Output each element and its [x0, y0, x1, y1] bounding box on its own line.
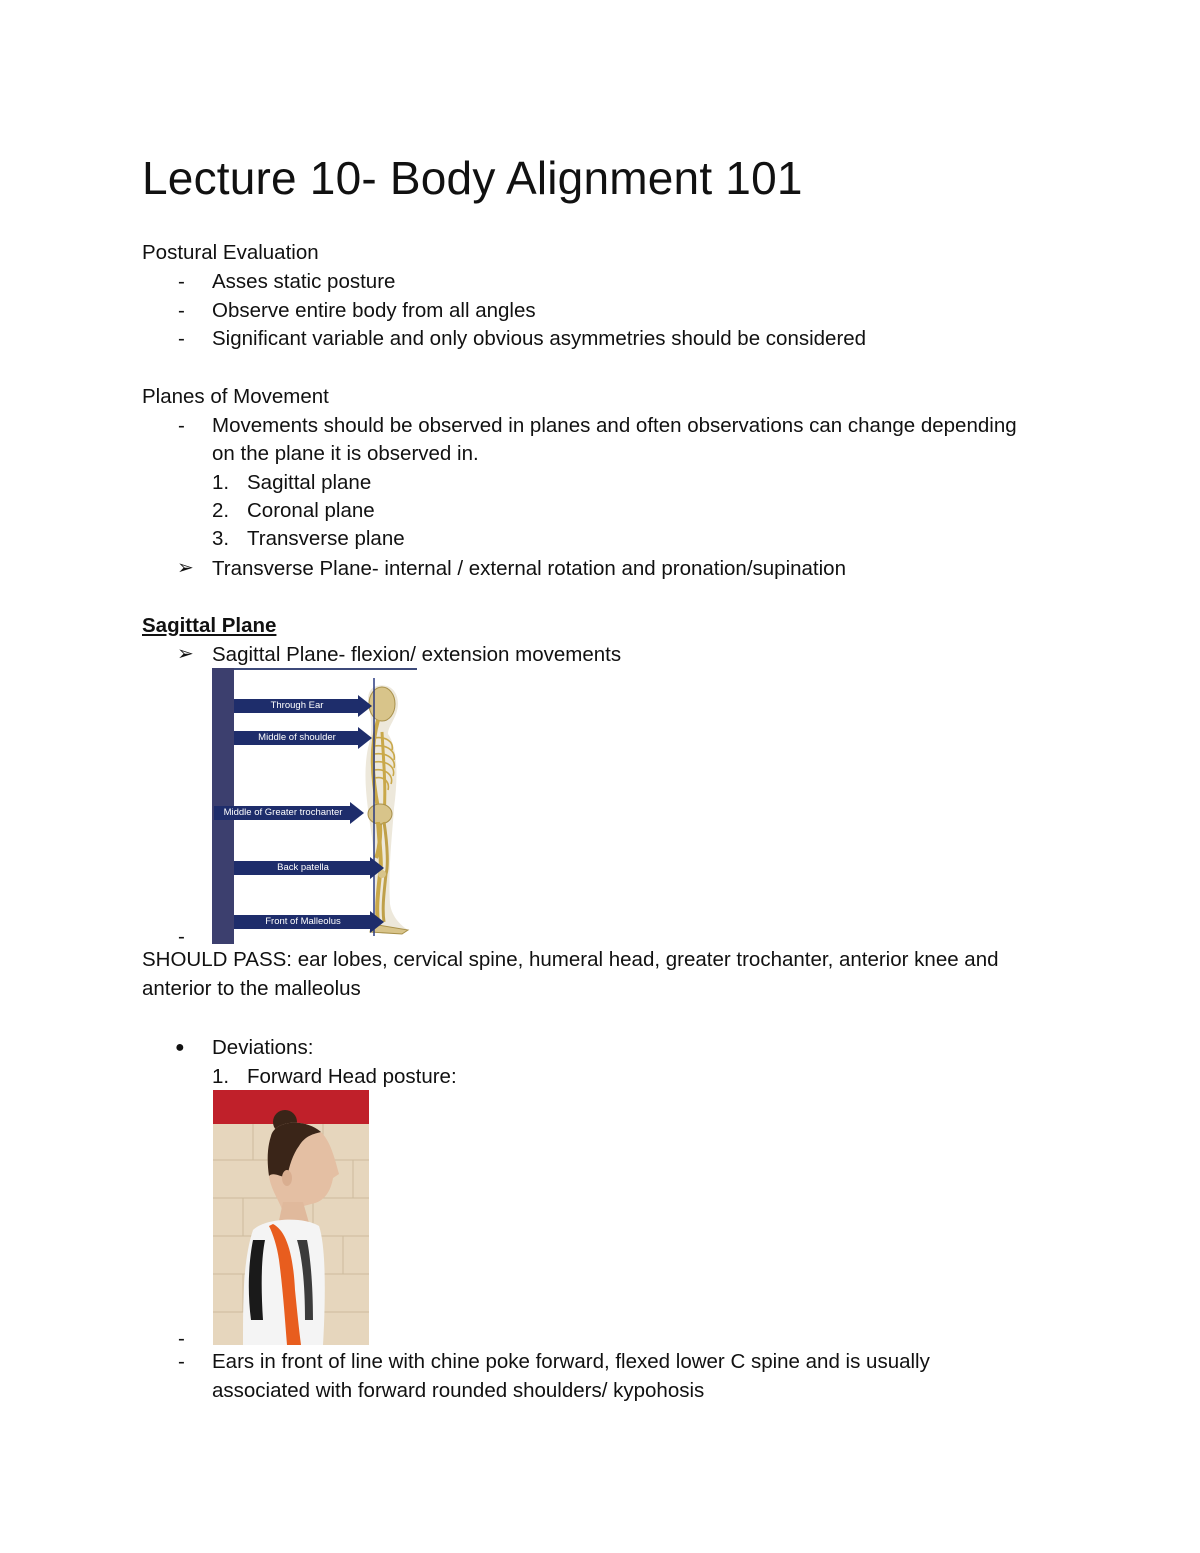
plumb-arrow — [234, 731, 360, 745]
plumb-arrow — [234, 861, 372, 875]
arrow-label: Middle of shoulder — [258, 732, 336, 743]
dash-marker: - — [178, 327, 185, 350]
arrow-bullet-icon: ➢ — [177, 557, 194, 579]
arrow-label: Back patella — [277, 862, 329, 873]
bullet-icon: ● — [175, 1039, 185, 1056]
section-heading-postural: Postural Evaluation — [142, 241, 319, 264]
plumb-arrow — [234, 915, 372, 929]
list-item: Significant variable and only obvious asymmetries should be considered — [212, 327, 867, 350]
arrow-label: Middle of Greater trochanter — [223, 807, 343, 818]
plumb-arrow — [214, 806, 352, 820]
numbered-item: Forward Head posture: — [247, 1065, 457, 1088]
paragraph-should-pass: SHOULD PASS: ear lobes, cervical spine, humeral head, greater trochanter, anterior knee and — [142, 948, 999, 971]
dash-marker: - — [178, 925, 185, 948]
forward-head-posture-photo — [213, 1090, 369, 1345]
numbered-marker: 3. — [212, 527, 230, 550]
section-heading-planes: Planes of Movement — [142, 385, 329, 408]
arrow-label: Front of Malleolus — [265, 916, 341, 927]
paragraph-should-pass-continuation: anterior to the malleolus — [142, 977, 361, 1000]
page-title: Lecture 10- Body Alignment 101 — [142, 152, 803, 204]
plumb-arrow — [234, 699, 360, 713]
dash-marker: - — [178, 270, 185, 293]
section-heading-sagittal: Sagittal Plane — [142, 614, 277, 637]
list-item: Asses static posture — [212, 270, 396, 293]
numbered-marker: 2. — [212, 499, 230, 522]
numbered-item: Transverse plane — [247, 527, 405, 550]
arrow-label: Through Ear — [270, 700, 324, 711]
dash-marker: - — [178, 1350, 185, 1373]
list-item: Movements should be observed in planes and often observations can change depending — [212, 414, 1017, 437]
numbered-item: Coronal plane — [247, 499, 375, 522]
list-item: Ears in front of line with chine poke forward, flexed lower C spine and is usually — [212, 1350, 930, 1373]
plumb-line-diagram — [212, 668, 417, 944]
dash-marker: - — [178, 299, 185, 322]
photo-illustration — [213, 1090, 369, 1345]
list-item-continuation: on the plane it is observed in. — [212, 442, 479, 465]
numbered-marker: 1. — [212, 1065, 230, 1088]
arrow-bullet-icon: ➢ — [177, 643, 194, 665]
list-item-continuation: associated with forward rounded shoulders/ kypohosis — [212, 1379, 705, 1402]
numbered-item: Sagittal plane — [247, 471, 372, 494]
numbered-marker: 1. — [212, 471, 230, 494]
dash-marker: - — [178, 414, 185, 437]
arrow-list-item: Sagittal Plane- flexion/ extension movements — [212, 643, 622, 666]
arrow-list-item: Transverse Plane- internal / external rotation and pronation/supination — [212, 557, 846, 580]
bullet-item: Deviations: — [212, 1036, 314, 1059]
dash-marker: - — [178, 1327, 185, 1350]
list-item: Observe entire body from all angles — [212, 299, 536, 322]
